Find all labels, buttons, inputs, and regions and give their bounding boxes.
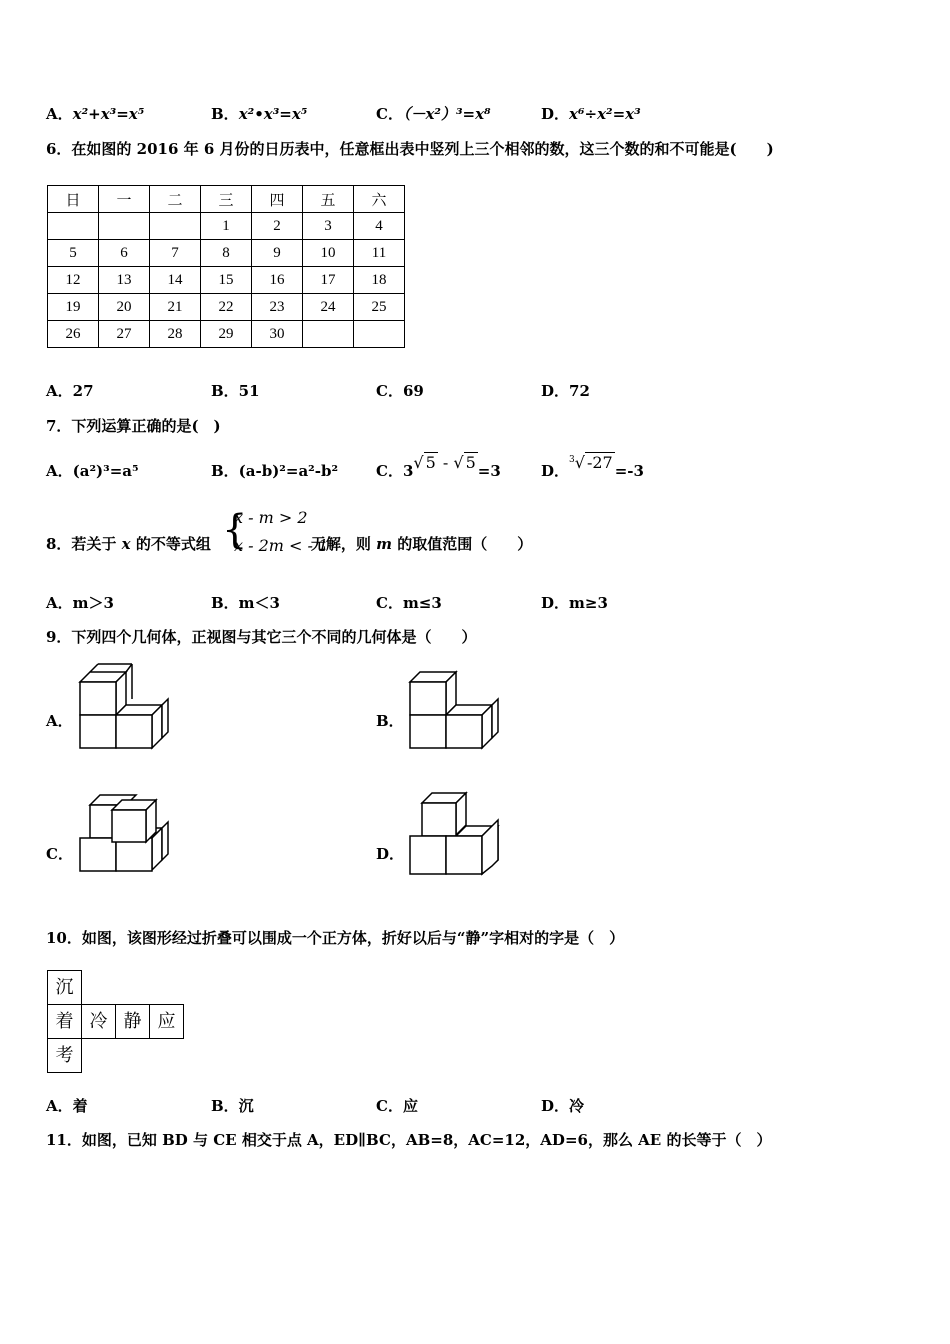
calendar-cell: 21 — [150, 294, 201, 321]
q9-label-c: C． — [46, 845, 73, 863]
net-cell: 静 — [115, 1004, 150, 1039]
calendar-cell: 3 — [303, 213, 354, 240]
calendar-cell: 8 — [201, 240, 252, 267]
q8-option-c: C．m≤3 — [376, 594, 442, 612]
q9-label-d: D． — [376, 845, 405, 863]
q6-stem: 6．在如图的 2016 年 6 月份的日历表中，任意框出表中竖列上三个相邻的数，这三个数的和不可能是( ) — [46, 140, 774, 158]
q6-option-b: B．51 — [211, 382, 260, 400]
net-cell: 应 — [149, 1004, 184, 1039]
q6-option-d: D．72 — [541, 382, 590, 400]
calendar-cell: 29 — [201, 321, 252, 348]
q10-option-a: A．着 — [46, 1097, 88, 1115]
calendar-header-cell: 三 — [201, 186, 252, 213]
q10-option-d: D．冷 — [541, 1097, 585, 1115]
calendar-cell: 16 — [252, 267, 303, 294]
calendar-cell — [303, 321, 354, 348]
calendar-cell: 19 — [48, 294, 99, 321]
q7-option-d: D．$^3$√ -27 =-3 — [541, 453, 644, 480]
calendar-cell: 7 — [150, 240, 201, 267]
calendar-cell: 4 — [354, 213, 405, 240]
q7-option-a: A．(a²)³=a⁵ — [46, 462, 139, 480]
q8-inequality-1: x - m > 2 — [234, 508, 308, 527]
calendar-row — [48, 240, 405, 267]
q7-stem: 7．下列运算正确的是( ) — [46, 417, 221, 435]
q8-option-d: D．m≥3 — [541, 594, 608, 612]
q10-option-b: B．沉 — [211, 1097, 254, 1115]
q11-stem: 11．如图，已知 BD 与 CE 相交于点 A，ED∥BC，AB=8，AC=12，AD=6，那么 AE 的长等于（ ） — [46, 1131, 772, 1149]
q8-brace: { — [222, 507, 248, 553]
calendar-cell: 18 — [354, 267, 405, 294]
calendar-cell: 14 — [150, 267, 201, 294]
calendar-cell: 15 — [201, 267, 252, 294]
calendar-cell: 23 — [252, 294, 303, 321]
calendar-cell: 10 — [303, 240, 354, 267]
q9-figure-a — [70, 655, 180, 755]
q5-option-d: D．x⁶÷x²=x³ — [541, 105, 641, 123]
calendar-cell: 12 — [48, 267, 99, 294]
calendar-cell: 17 — [303, 267, 354, 294]
calendar-cell: 30 — [252, 321, 303, 348]
calendar-row — [48, 267, 405, 294]
calendar-header-cell: 日 — [48, 186, 99, 213]
q7-option-c: C．3√ 5 - √ 5 =3 — [376, 453, 501, 480]
calendar-cell: 20 — [99, 294, 150, 321]
net-cell: 考 — [47, 1038, 82, 1073]
q6-option-a: A．27 — [46, 382, 94, 400]
calendar-cell — [354, 321, 405, 348]
calendar-cell: 9 — [252, 240, 303, 267]
calendar-cell: 24 — [303, 294, 354, 321]
calendar-cell: 25 — [354, 294, 405, 321]
calendar-header-cell: 一 — [99, 186, 150, 213]
calendar-header-cell: 六 — [354, 186, 405, 213]
calendar-header-cell: 五 — [303, 186, 354, 213]
calendar-cell: 22 — [201, 294, 252, 321]
q8-stem: 8．若关于 x 的不等式组 无解，则 m 的取值范围（ ） — [46, 535, 533, 553]
q5-option-a: A．x²+x³=x⁵ — [46, 105, 145, 123]
q9-label-a: A． — [46, 712, 73, 730]
q8-option-b: B．m＜3 — [211, 594, 280, 612]
q9-figure-d — [400, 790, 510, 890]
calendar-header-cell: 二 — [150, 186, 201, 213]
net-cell: 冷 — [81, 1004, 116, 1039]
calendar-cell — [150, 213, 201, 240]
q5-option-b: B．x²•x³=x⁵ — [211, 105, 308, 123]
net-cell: 沉 — [47, 970, 82, 1005]
calendar-cell — [99, 213, 150, 240]
calendar-table — [47, 185, 405, 348]
q10-stem: 10．如图，该图形经过折叠可以围成一个正方体，折好以后与“静”字相对的字是（ ） — [46, 929, 625, 947]
q8-option-a: A．m＞3 — [46, 594, 114, 612]
calendar-row — [48, 321, 405, 348]
calendar-header-row — [48, 186, 405, 213]
q5-option-c: C．（－x²）³=x⁸ — [376, 105, 491, 123]
calendar-cell: 5 — [48, 240, 99, 267]
calendar-cell: 1 — [201, 213, 252, 240]
calendar-cell: 28 — [150, 321, 201, 348]
q7-option-b: B．(a-b)²=a²-b² — [211, 462, 339, 480]
q10-option-c: C．应 — [376, 1097, 418, 1115]
q8-inequality-2: x - 2m < - 1 — [234, 536, 329, 555]
calendar-header-cell: 四 — [252, 186, 303, 213]
q9-label-b: B． — [376, 712, 404, 730]
calendar-cell: 27 — [99, 321, 150, 348]
calendar-cell: 2 — [252, 213, 303, 240]
calendar-cell — [48, 213, 99, 240]
q6-option-c: C．69 — [376, 382, 424, 400]
q9-figure-c — [70, 790, 180, 890]
calendar-cell: 6 — [99, 240, 150, 267]
calendar-row — [48, 294, 405, 321]
q9-stem: 9．下列四个几何体，正视图与其它三个不同的几何体是（ ） — [46, 628, 477, 646]
calendar-cell: 26 — [48, 321, 99, 348]
calendar-cell: 11 — [354, 240, 405, 267]
calendar-cell: 13 — [99, 267, 150, 294]
q9-figure-b — [400, 660, 510, 755]
net-cell: 着 — [47, 1004, 82, 1039]
calendar-row — [48, 213, 405, 240]
